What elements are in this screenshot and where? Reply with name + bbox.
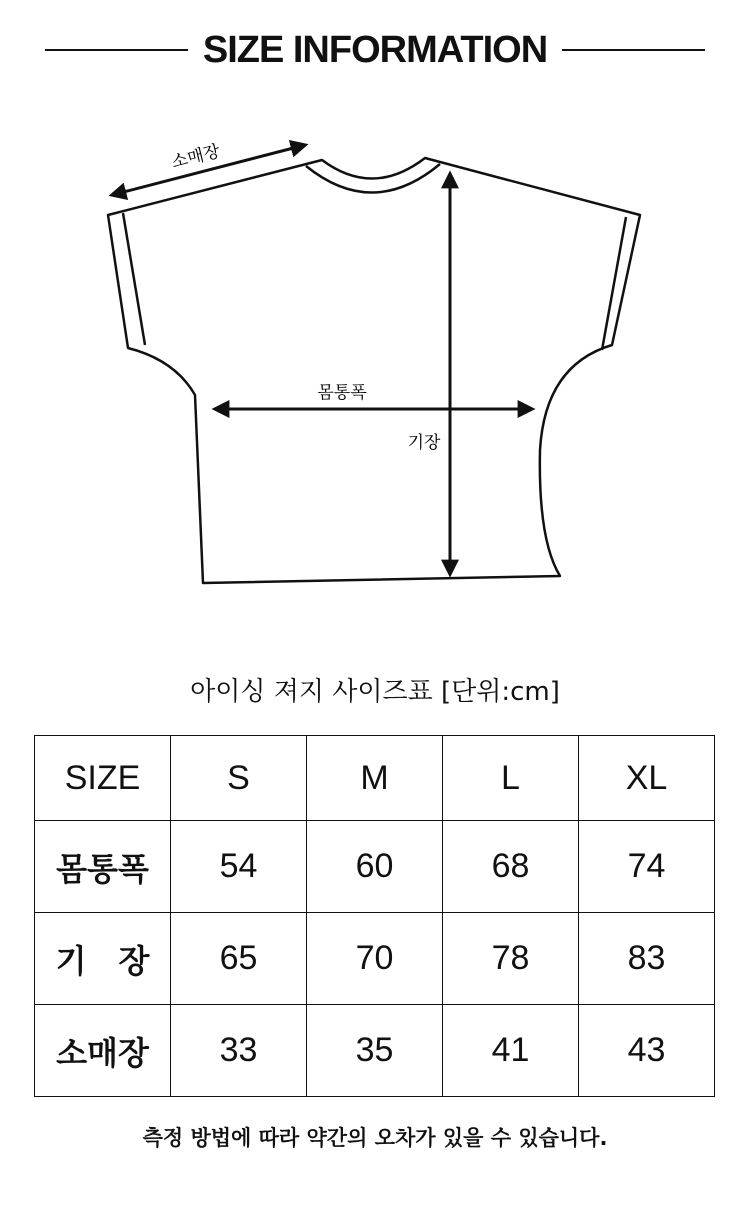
size-table	[34, 735, 715, 1097]
table-cell: 65	[171, 913, 307, 1005]
page-title: SIZE INFORMATION	[202, 29, 548, 71]
chest-width-label: 몸통폭	[317, 383, 367, 403]
table-row	[35, 913, 715, 1005]
table-cell: 35	[307, 1005, 443, 1097]
table-cell: 60	[307, 821, 443, 913]
table-cell: 83	[579, 913, 715, 1005]
table-cell: 70	[307, 913, 443, 1005]
column-header: L	[443, 736, 579, 821]
tshirt-outline	[108, 158, 640, 583]
measurement-note: 측정 방법에 따라 약간의 오차가 있을 수 있습니다.	[142, 1126, 608, 1150]
table-cell: 74	[579, 821, 715, 913]
page-header	[0, 18, 750, 78]
table-header-row	[35, 736, 715, 821]
sleeve-length-label: 소매장	[169, 141, 223, 173]
table-cell: 78	[443, 913, 579, 1005]
table-cell: 54	[171, 821, 307, 913]
row-label: 기 장	[35, 913, 171, 1005]
table-row	[35, 821, 715, 913]
header-divider-left	[45, 49, 188, 51]
column-header: SIZE	[35, 736, 171, 821]
table-cell: 68	[443, 821, 579, 913]
left-sleeve-cuff	[123, 213, 145, 345]
table-cell: 41	[443, 1005, 579, 1097]
tshirt-measurement-diagram	[0, 120, 750, 600]
column-header: M	[307, 736, 443, 821]
column-header: S	[171, 736, 307, 821]
row-label: 몸통폭	[35, 821, 171, 913]
table-row	[35, 1005, 715, 1097]
column-header: XL	[579, 736, 715, 821]
table-cell: 33	[171, 1005, 307, 1097]
row-label: 소매장	[35, 1005, 171, 1097]
header-divider-right	[562, 49, 705, 51]
table-cell: 43	[579, 1005, 715, 1097]
size-table-title: 아이싱 져지 사이즈표 [단위:cm]	[190, 677, 560, 707]
body-length-label: 기장	[407, 433, 441, 453]
